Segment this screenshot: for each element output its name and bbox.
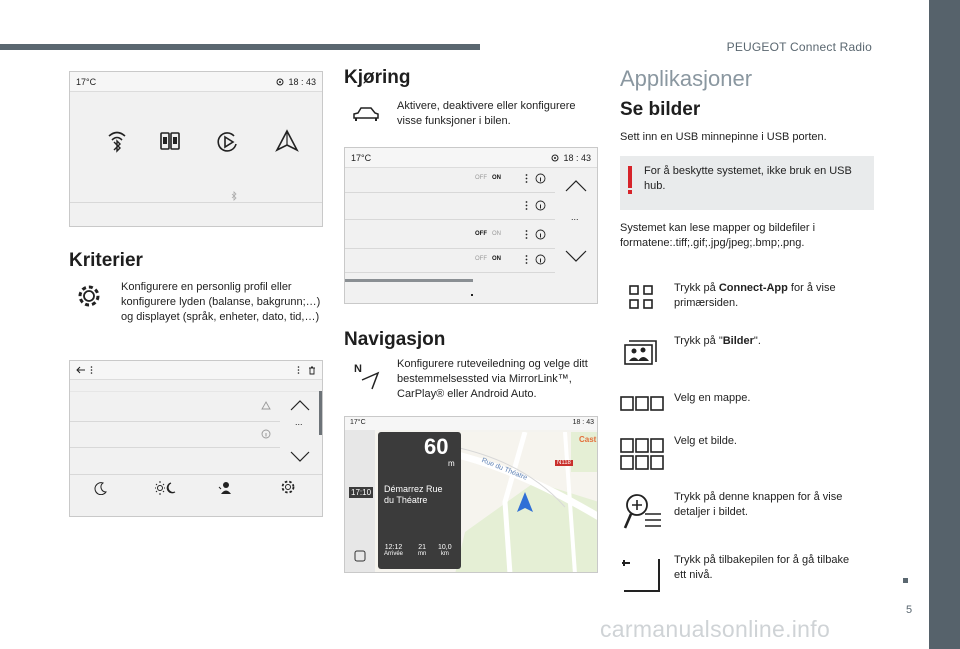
warning-text: For å beskytte systemet, ikke bruk en USB hub.: [644, 165, 852, 192]
toggle-row-4[interactable]: OFF ON: [475, 256, 501, 262]
photos-icon: [624, 338, 658, 366]
kriterier-text: Konfigurere en personlig profil eller konfigurere lyden (balanse, bakgrunn;…) og displayet (språk, enheter, dato, tid,…): [121, 281, 321, 323]
remaining-unit: km: [440, 551, 449, 557]
warning-mark-icon: [628, 166, 632, 188]
navigasjon-text: Konfigurere ruteveiledning og velge ditt bestemmelsessted via MirrorLink™, CarPlay® eller Android Auto.: [397, 358, 588, 400]
more-vertical-icon[interactable]: [525, 174, 528, 183]
list-more: ...: [295, 417, 303, 427]
chevron-down-icon[interactable]: [565, 250, 587, 262]
temperature: 17°C: [350, 419, 366, 426]
navigation-screen: [344, 416, 598, 573]
settings-gear-icon: [76, 283, 102, 309]
bluetooth-icon: [231, 191, 237, 201]
settings-screen: [69, 360, 323, 517]
magnify-details-icon: [623, 492, 663, 532]
gps-icon: [276, 78, 284, 86]
section-title-kjoring: Kjøring: [344, 67, 411, 88]
road-label: Rue du Théatre: [480, 457, 529, 482]
duration-unit: mn: [418, 551, 427, 557]
home-button-icon[interactable]: [354, 550, 366, 562]
side-tab: [929, 0, 960, 649]
more-vertical-icon[interactable]: [525, 201, 528, 210]
section-title-kriterier: Kriterier: [69, 250, 143, 271]
screen-header: [70, 72, 322, 92]
trash-icon[interactable]: [308, 366, 316, 375]
time-display: 17:10: [351, 488, 372, 497]
driving-screen: [344, 147, 598, 304]
place-label: Cast: [579, 435, 597, 444]
more-vertical-icon[interactable]: [525, 255, 528, 264]
page-number: 5: [906, 604, 913, 616]
toggle-row-3[interactable]: OFF ON: [475, 231, 501, 237]
step-3: Velg en mappe.: [674, 392, 751, 404]
gps-icon: [551, 154, 559, 162]
temperature: 17°C: [351, 152, 372, 163]
profile-icon[interactable]: [218, 481, 232, 495]
info-icon[interactable]: [535, 254, 546, 265]
more-vertical-icon[interactable]: [90, 366, 93, 374]
street-instruction: Démarrez Rue du Théatre: [384, 484, 443, 505]
duration: 21: [418, 544, 427, 551]
remaining-distance: 10,0: [438, 544, 452, 551]
compass-north-icon: [354, 362, 380, 390]
section-title-navigasjon: Navigasjon: [344, 329, 446, 350]
step-2: Trykk på "Bilder".: [674, 335, 761, 347]
settings-gear-icon[interactable]: [280, 479, 296, 495]
image-grid-icon: [620, 438, 664, 470]
clock: 18 : 43: [288, 76, 316, 87]
page-dot: [471, 294, 473, 296]
arrival-label: Arrivée: [384, 551, 404, 557]
clock: 18 : 43: [563, 152, 591, 163]
back-return-arrow-icon: [621, 556, 663, 594]
kjoring-text: Aktivere, deaktivere eller konfigurere visse funksjoner i bilen.: [397, 100, 576, 127]
section-title-applikasjoner: Applikasjoner: [620, 66, 753, 91]
step-5: Trykk på denne knappen for å vise detaljer i bildet.: [674, 491, 843, 518]
warning-icon: [261, 401, 271, 410]
guidance-card: [378, 432, 461, 569]
step-6: Trykk på tilbakepilen for å gå tilbake ett nivå.: [674, 554, 850, 581]
connect-app-grid-icon: [628, 284, 654, 310]
navigation-icon[interactable]: [274, 128, 300, 154]
chevron-up-icon[interactable]: [565, 180, 587, 192]
warning-box: [620, 156, 874, 210]
clock: 18 : 43: [572, 419, 594, 426]
mirror-screen-icon[interactable]: [158, 130, 182, 154]
back-arrow-icon[interactable]: [76, 366, 86, 374]
night-mode-icon[interactable]: [94, 481, 108, 495]
info-icon: [261, 429, 271, 439]
route-badge: N118: [557, 460, 571, 466]
usb-intro: Sett inn en USB minnepinne i USB porten.: [620, 131, 827, 143]
temperature: 17°C: [76, 76, 97, 87]
info-icon[interactable]: [535, 200, 546, 211]
scrollbar[interactable]: [319, 391, 322, 435]
media-play-icon[interactable]: [216, 130, 240, 154]
chevron-down-icon[interactable]: [290, 451, 310, 463]
home-screen: [69, 71, 323, 227]
more-vertical-icon[interactable]: [297, 366, 300, 374]
phone-bluetooth-icon[interactable]: [104, 130, 130, 156]
turn-distance-unit: m: [448, 459, 455, 468]
arrival-time: 12:12: [384, 544, 403, 551]
watermark: carmanualsonline.info: [600, 616, 831, 642]
info-icon[interactable]: [535, 173, 546, 184]
page-marker: [903, 578, 908, 583]
brightness-icon[interactable]: [154, 480, 176, 496]
folder-row-icon: [620, 396, 664, 412]
chevron-up-icon[interactable]: [290, 399, 310, 411]
toggle-row-1[interactable]: OFF ON: [475, 175, 501, 181]
more-vertical-icon[interactable]: [525, 230, 528, 239]
brand-label: PEUGEOT Connect Radio: [726, 40, 872, 54]
info-icon[interactable]: [535, 229, 546, 240]
step-4: Velg et bilde.: [674, 435, 737, 447]
list-more: ...: [571, 212, 579, 222]
formats-text: Systemet kan lese mapper og bildefiler i formatene:.tiff;.gif;.jpg/jpeg;.bmp;.png.: [620, 222, 816, 249]
subsection-title-se-bilder: Se bilder: [620, 99, 701, 120]
scroll-indicator: [345, 279, 473, 282]
step-1: Trykk på Connect-App for å vise primærsiden.: [674, 282, 836, 309]
header-rule: [0, 44, 480, 50]
turn-distance: 60: [424, 434, 449, 459]
car-icon: [351, 104, 381, 124]
svg-text:N: N: [354, 363, 362, 375]
